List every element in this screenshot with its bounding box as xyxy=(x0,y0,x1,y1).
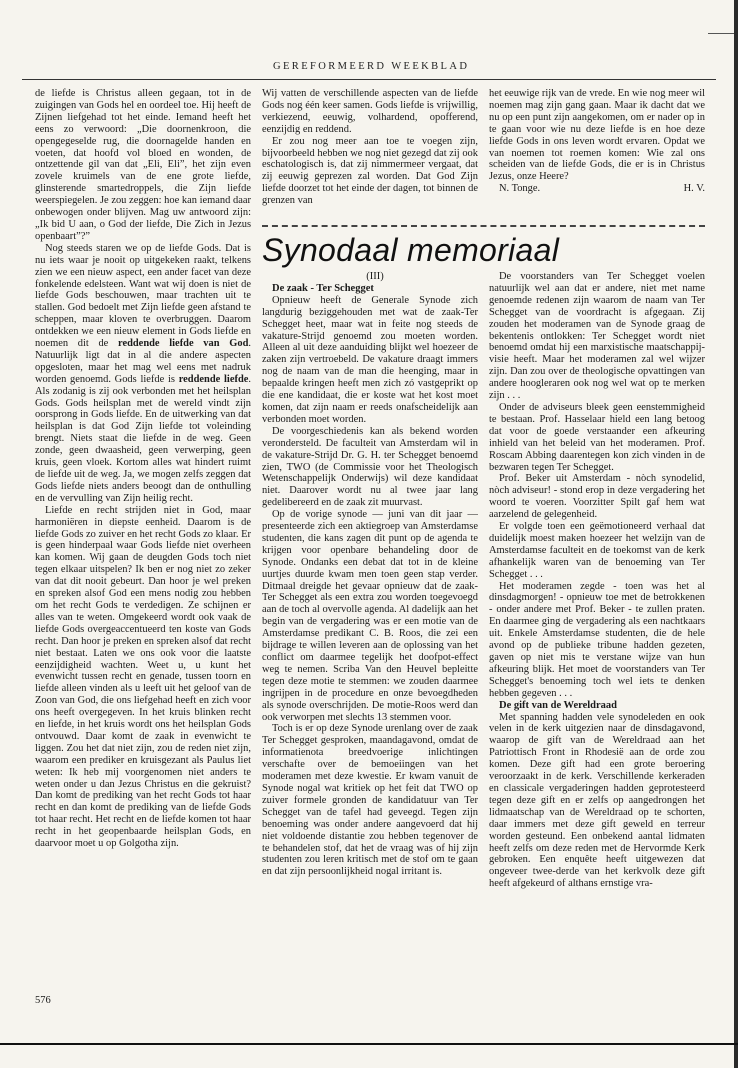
scan-edge xyxy=(734,0,738,1068)
column-middle-top xyxy=(262,88,478,207)
col3-paragraph-1: het eeuwige rijk van de vrede. En wie nog meer wil noemen mag zijn gang gaan. Maar ik dacht dat we nu op een punt zijn aangekomen, om er nader op in te gaan voor wie nu deze liefde is en hoe deze liefde Gods in ons leven wordt ervaren. Opdat we van noemen tot roemen komen: Wie zal ons scheiden van de liefde Gods, die er is in Christus Jezus, onze Heere? xyxy=(489,88,705,183)
subheading-wereldraad: De gift van de Wereldraad xyxy=(499,699,618,711)
bottom-rule xyxy=(0,1043,738,1045)
signature-initials: H. V. xyxy=(683,183,705,195)
col1-p2-emphasis-2: reddende liefde xyxy=(178,373,249,385)
article-paragraph-1: Opnieuw heeft de Generale Synode zich langdurig beziggehouden met wat de zaak-Ter Schegget heet, maar wat in feite nog steeds de vakature-Strijd genoemd zou moeten worden. Alleen al uit deze aanduiding blijkt wel hoezeer de zaken zijn vertroebeld. De vakature draagt immers nog de naam van de man die heenging, maar in bepaalde kringen heeft men zich zó vastgeprikt op die ene kandidaat, die er koste wat het kost moet komen, dat zijn naam er reeds onafscheidelijk aan verbonden moet worden. xyxy=(262,294,478,425)
article-paragraph-5: De voorstanders van Ter Schegget voelen natuurlijk wel aan dat er andere, niet met name genoemde redenen zijn waarom de naam van Ter Schegget van de voordracht is afgegaan. Zij zouden het moderamen van de Synode graag de bekentenis ontlokken: Ter Schegget wordt niet benoemd omdat hij een marxistische maatschappij-visie heeft. Maar het moderamen zal wel wijzer zijn. Dan zou over de theologische opvattingen van andere hoogleraren ook nog wel wat op te merken zijn . . . xyxy=(489,271,705,402)
col2-paragraph-2: Er zou nog meer aan toe te voegen zijn, bijvoorbeeld hebben we nog niet gezegd dat zij ook eschatologisch is, dat zij nimmermeer vergaat, dat zij eeuwig geprezen zal worden. Dat God Zijn liefde doorzet tot het einde der dagen, tot binnen de grenzen van xyxy=(262,135,478,207)
subheading-ter-schegget: De zaak - Ter Schegget xyxy=(272,282,374,294)
signature-line xyxy=(489,183,705,195)
signature-name: N. Tonge. xyxy=(499,183,541,195)
col1-p2-text-c: . Natuurlijk ligt dat in al die andere aspecten opgesloten, maar het mag wel eens met nadruk worden genoemd. Gods liefde is xyxy=(35,338,251,385)
header-rule xyxy=(22,79,716,80)
col1-paragraph-3: Liefde en recht strijden niet in God, maar harmoniëren in diepste eenheid. Daarom is de liefde Gods zo zuiver en het recht Gods zo klaar. Er is geen hinderpaal waar Gods liefde niet overheen kan komen. Wij gaan de deugden Gods toch niet tegen elkaar uitspelen? Ik ben er nog niet zo zeker van dat dit nooit gebeurt. Dan hoor je wel preken en spreken alsof God een mens nodig zou hebben om het recht Gods te verdedigen. Ze schijnen er alles van te weten. Omgekeerd wordt ook vaak de liefde Gods overgeaccentueerd ten koste van Gods recht. Dan hoor je preken en spreken alsof dat recht niet bestaat. Laten we ons ook voor die laatste eenzijdigheid wachten. Weet u, u kunt het evenwicht tussen recht en genade, tussen toorn en liefde alleen vinden als u leeft uit het geloof van de Zoon van God, die ons liefgehad heeft en zich voor ons heeft overgegeven. In het kruis blinken recht en liefde, in het kruis wordt ons het heilsplan Gods ontvouwd. Daar komt de zaak in evenwicht te liggen. Zou het dat niet zijn, zou de reden niet zijn, waarom een prediker en kruisgezant als Paulus liet weten: Ik heb mij voorgenomen niet anders te weten onder u dan Jezus Christus en die gekruist? Dan komt de prediking van het recht Gods tot haar recht en dan komt de prediking van de liefde Gods tot haar recht. Het recht en de liefde komen tot haar recht in het geopenbaarde heilsplan Gods, en daarvoor moet u op Golgotha zijn. xyxy=(35,504,251,850)
article-paragraph-4: Toch is er op deze Synode urenlang over de zaak Ter Schegget gesproken, maandagavond, omdat de informatienota breedvoerige inlichtingen verschafte over de bemoeiingen van het moderamen met deze kwestie. Er kwam vanuit de Synode nogal wat kritiek op het feit dat TWO op zuiver formele gronden de kandidatuur van Ter Schegget van de tafel had geveegd. Tegen zijn benoeming was onder andere aangevoerd dat hij niet voldoende distantie zou hebben tegenover de te behandelen stof, dat het de vraag was of hij zijn studenten zou leren kritisch met de stof om te gaan en dat zijn persoonlijkheid nogal irritant is. xyxy=(262,723,478,878)
running-header: GEREFORMEERD WEEKBLAD xyxy=(273,61,470,72)
article-paragraph-2: De voorgeschiedenis kan als bekend worden verondersteld. De faculteit van Amsterdam wil in de vakature-Strijd Dr. G. H. ter Schegget benoemd zien, TWO (de Commissie voor het Theologisch Wetenschappelijk Onderwijs) wil deze kandidaat niet. Daarover wordt nu al twee jaar lang gedelibereerd en de zaak zit muurvast. xyxy=(262,425,478,509)
article-title: Synodaal memoriaal xyxy=(262,232,560,268)
column-left xyxy=(35,88,251,988)
section-divider xyxy=(262,225,705,227)
page-number: 576 xyxy=(35,995,51,1006)
col1-p2-emphasis-1: reddende liefde van God xyxy=(118,338,249,350)
col1-p2-text-e: . Als zodanig is zij ook verbonden met het heilsplan Gods. Gods heilsplan met de wereld vindt zijn oorsprong in Gods liefde. En de uitwerking van dat heilsplan is dat God Zijn liefde tot voleinding brengt. Niets staat die liefde in de weg. Geen zonde, geen dwaasheid, geen verwerping, geen kruis, geen vloek. Kortom alles wat hindert ruimt de liefde uit de weg. Ja, we mogen zelfs zeggen dat Gods liefde niets anders beoogt dan de onthulling en de vervulling van Zijn heilig recht. xyxy=(35,373,251,504)
col1-p2-text-a: Nog steeds staren we op de liefde Gods. Dat is nu iets waar je nooit op uitgekeken raakt, telkens zien we een nieuw aspect, een ander facet van deze fonkelende edelsteen. Want wat wij doen is niet de liefde Gods beschouwen, maar trachten uit te stallen. God bedoelt met Zijn liefde geen afstand te scheppen, maar kloven te overbruggen. Daarom ontdekken we een nieuw element in Gods liefde en noemen dit de xyxy=(35,242,251,350)
article-part-number: (III) xyxy=(366,271,384,282)
col2-paragraph-1: Wij vatten de verschillende aspecten van de liefde Gods nog één keer samen. Gods liefde is vrijwillig, verkiezend, eeuwig, volhardend, opofferend, eenzijdig en reddend. xyxy=(262,88,478,135)
article-paragraph-9: Het moderamen zegde - toen was het al dinsdagmorgen! - opnieuw toe met de betrokkenen - onder andere met Prof. Beker - te zullen praten. En daarmee ging de vergadering als een nachtkaars uit. Enkele Amsterdamse studenten, die de hele avond op de publieke tribune hadden gezeten, gaven op niet mis te verstane wijze van hun afkeuring blijk. Het moet de voorstanders van Ter Schegget's benoeming toch wel iets te denken hebben gegeven . . . xyxy=(489,580,705,699)
article-column-right xyxy=(489,271,705,890)
article-paragraph-7: Prof. Beker uit Amsterdam - nòch synodelid, nòch adviseur! - stond erop in deze vergadering het woord te voeren. Voorzitter Spilt gaf hem wat aarzelend de gelegenheid. xyxy=(489,473,705,521)
article-paragraph-6: Onder de adviseurs bleek geen eenstemmigheid te bestaan. Prof. Hasselaar hield een lang betoog dat voor de goede verstaander een afkeuring inhield van het beleid van het moderamen. Prof. Roscam Abbing daarentegen kon zich vinden in de bezwaren tegen Ter Schegget. xyxy=(489,401,705,473)
article-paragraph-3: Op de vorige synode — juni van dit jaar — presenteerde zich een aktiegroep van Amsterdamse studenten, die kans zagen dit punt op de agenda te krijgen voor openbare behandeling door de Synode. Ondanks een debat dat tot in de kleine uurtjes duurde kwam men toen geen stap verder. Ditmaal dreigde het gevaar opnieuw dat de zaak-Ter Schegget als een extra zou worden toegevoegd aan de toch al overvolle agenda. Al dadelijk aan het begin van de vergadering was er een motie van de Amsterdamse predikant C. B. Roos, die zei een bijdrage te willen leveren aan de oplossing van het conflict om daarmee tegelijk het doofpot-effect weg te nemen. Scriba Van den Heuvel bepleitte tegen deze motie te stemmen: we zouden daarmee ingrijpen in de procedure en onze bevoegdheden als synode overschrijden. De motie-Roos werd dan ook verworpen met slechts 13 stemmen voor. xyxy=(262,509,478,723)
col1-paragraph-2 xyxy=(35,243,251,505)
article-paragraph-10: Met spanning hadden vele synodeleden en ook velen in de kerk uitgezien naar de dinsdagavond, waarop de gift van de Wereldraad aan het Patriottisch Front in Rhodesië aan de orde zou komen. Deze gift had een grote beroering veroorzaakt in de kerk. Verschillende kerkeraden en classicale vergaderingen hadden geprotesteerd tegen deze gift en er zelfs op aangedrongen het lidmaatschap van de Wereldraad op te schorten, daar immers met deze gift geweld en terreur worden gesteund. Een onbekend aantal lidmaten heeft zelfs om deze reden met de Hervormde Kerk gebroken. Een enquête heeft uitgewezen dat ongeveer twee-derde van het kerkvolk deze gift heeft afgekeurd of althans ernstige vra- xyxy=(489,711,705,890)
col1-paragraph-1: de liefde is Christus alleen gegaan, tot in de zuigingen van Gods hel en oordeel toe. Hij heeft de Zijnen liefgehad tot het einde. Iemand heeft het eens zo verwoord: „Die doornenkroon, die opengegeselde rug, die doornagelde handen en voeten, dat hoofd vol bloed en wonden, de ontzettende gil van dat „Eli, Eli”, het zijn even zovele kruimels van de ene grote liefde, glinsterende smartedroppels, die Zijn liefde weerspiegelen. Je zou zeggen: hoe kan iemand daar onbewogen onder blijven. Mag uw antwoord zijn: „Ik bid U aan, o God der liefde, Die Zich in Jezus openbaart”?” xyxy=(35,88,251,242)
article-column-left xyxy=(262,271,478,878)
article-paragraph-8: Er volgde toen een geëmotioneerd verhaal dat duidelijk moest maken hoezeer het welzijn van de Amsterdamse faculteit en de toekomst van de kerk afhankelijk waren van de benoeming van Ter Schegget . . . xyxy=(489,521,705,580)
column-right-top xyxy=(489,88,705,195)
